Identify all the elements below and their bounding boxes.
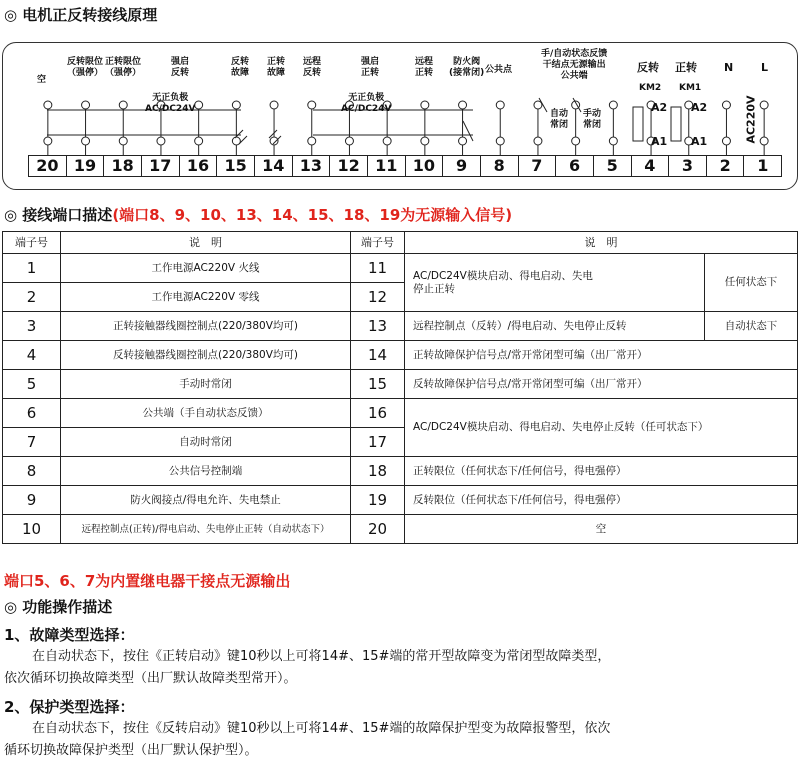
terminal-contact	[308, 137, 316, 145]
port-desc: 公共信号控制端	[61, 457, 351, 486]
label-t17-16: 强启 反转	[171, 57, 190, 78]
header-port-right: 端子号	[351, 232, 405, 254]
terminal-contact	[459, 137, 467, 145]
terminal-contact	[496, 101, 504, 109]
port-desc: 自动时常闭	[61, 428, 351, 457]
port-desc: 手动时常闭	[61, 370, 351, 399]
port-num: 8	[3, 457, 61, 486]
port-num: 19	[351, 486, 405, 515]
terminal-contact	[119, 137, 127, 145]
label-t17-16-sub: 无正负极 AC/DC24V	[145, 93, 196, 114]
ports-title	[4, 204, 512, 225]
terminal-contact	[82, 137, 90, 145]
port-num: 5	[3, 370, 61, 399]
port-num: 12	[351, 283, 405, 312]
terminal-11: 11	[368, 156, 406, 176]
label-t3: 正转	[675, 61, 697, 74]
label-t12-11-sub: 无正负极 AC/DC24V	[341, 93, 392, 114]
label-km1: KM1	[679, 83, 702, 93]
label-t12-11: 强启 正转	[361, 57, 380, 78]
terminal-contact	[609, 101, 617, 109]
port-desc: 正转接触器线圈控制点(220/380V均可)	[61, 312, 351, 341]
port-desc: 空	[405, 515, 798, 544]
terminal-contact	[421, 101, 429, 109]
terminal-contact	[119, 101, 127, 109]
ports-title-text: ◎ 接线端口描述	[4, 206, 113, 224]
port-desc: 远程控制点（反转）/得电启动、失电停止反转	[405, 312, 705, 341]
label-t5: 手动 常闭	[583, 109, 602, 130]
terminal-6: 6	[556, 156, 594, 176]
label-a1-km1: A1	[691, 135, 708, 148]
table-row	[3, 486, 798, 515]
port-desc: 正转限位（任何状态下/任何信号，得电强停）	[405, 457, 798, 486]
port-desc: 反转限位（任何状态下/任何信号，得电强停）	[405, 486, 798, 515]
table-row	[3, 312, 798, 341]
f2-line1: 在自动状态下，按住《反转启动》键10秒以上可将14#、15#端的故障保护型变为故障报警型，依次	[32, 721, 611, 736]
terminal-contact	[308, 101, 316, 109]
terminal-contact	[421, 137, 429, 145]
terminal-18: 18	[104, 156, 142, 176]
terminal-contact	[760, 137, 768, 145]
terminal-15: 15	[217, 156, 255, 176]
terminal-contact	[195, 137, 203, 145]
port-desc: 远程控制点(正转)/得电启动、失电停止正转（自动状态下）	[61, 515, 351, 544]
label-a2-km1: A2	[691, 101, 708, 114]
port-desc: 工作电源AC220V 零线	[61, 283, 351, 312]
terminal-12: 12	[330, 156, 368, 176]
terminal-contact	[44, 101, 52, 109]
relay-note: 端口5、6、7为内置继电器干接点无源输出	[4, 572, 291, 590]
terminal-2: 2	[707, 156, 745, 176]
port-num: 16	[351, 399, 405, 428]
label-t7-6-5: 手/自动状态反馈 干结点无源输出 公共端	[541, 49, 608, 81]
terminal-contact	[760, 101, 768, 109]
terminal-contact	[270, 101, 278, 109]
terminal-contact	[459, 101, 467, 109]
terminal-contact	[722, 101, 730, 109]
table-row	[3, 515, 798, 544]
label-t9: 防火阀 (接常闭)	[449, 57, 485, 78]
terminal-strip	[28, 155, 782, 177]
terminal-contact	[195, 101, 203, 109]
label-t15: 反转 故障	[231, 57, 250, 78]
label-t10: 远程 正转	[415, 57, 434, 78]
port-num: 9	[3, 486, 61, 515]
terminal-19: 19	[67, 156, 105, 176]
table-row	[3, 254, 798, 283]
port-num: 7	[3, 428, 61, 457]
table-row	[3, 370, 798, 399]
terminal-1: 1	[757, 156, 769, 175]
port-desc: 防火阀接点/得电允许、失电禁止	[61, 486, 351, 515]
ports-table	[2, 231, 798, 544]
header-port-left: 端子号	[3, 232, 61, 254]
port-num: 18	[351, 457, 405, 486]
label-t18: 正转限位 （强停）	[105, 57, 142, 78]
port-desc: 正转故障保护信号点/常开常闭型可编（出厂常开）	[405, 341, 798, 370]
terminal-contact	[572, 137, 580, 145]
label-t19: 反转限位 （强停）	[67, 57, 104, 78]
terminal-20: 20	[29, 156, 67, 176]
port-desc: 反转接触器线圈控制点(220/380V均可)	[61, 341, 351, 370]
function-title: ◎ 功能操作描述	[4, 598, 113, 616]
table-row	[3, 399, 798, 428]
port-num: 13	[351, 312, 405, 341]
f1-line1: 在自动状态下，按住《正转启动》键10秒以上可将14#、15#端的常开型故障变为常闭型故障类型，	[32, 649, 611, 664]
port-num: 6	[3, 399, 61, 428]
label-km2: KM2	[639, 83, 662, 93]
header-desc-right: 说 明	[405, 232, 798, 254]
label-t20: 空	[37, 75, 47, 85]
port-num: 4	[3, 341, 61, 370]
table-row	[3, 341, 798, 370]
port-num: 14	[351, 341, 405, 370]
terminal-contact	[270, 137, 278, 145]
label-t4: 反转	[637, 61, 659, 74]
label-n: N	[724, 61, 734, 74]
terminal-16: 16	[180, 156, 218, 176]
port-num: 15	[351, 370, 405, 399]
terminal-7: 7	[519, 156, 557, 176]
port-num: 17	[351, 428, 405, 457]
label-t14: 正转 故障	[267, 57, 286, 78]
terminal-contact	[609, 137, 617, 145]
terminal-contact	[722, 137, 730, 145]
terminal-10: 10	[406, 156, 444, 176]
port-desc: 工作电源AC220V 火线	[61, 254, 351, 283]
label-t6: 自动 常闭	[550, 109, 569, 130]
f1-title: 1、故障类型选择：	[4, 626, 135, 644]
terminal-contact	[232, 101, 240, 109]
port-num: 11	[351, 254, 405, 283]
terminal-contact	[44, 137, 52, 145]
f2-title: 2、保护类型选择：	[4, 698, 135, 716]
terminal-contact	[496, 137, 504, 145]
terminal-contact	[534, 137, 542, 145]
label-a1-km2: A1	[651, 135, 668, 148]
header-desc-left: 说 明	[61, 232, 351, 254]
terminal-9: 9	[443, 156, 481, 176]
f1-line2: 依次循环切换故障类型（出厂默认故障类型常开）。	[4, 671, 297, 686]
terminal-4: 4	[632, 156, 670, 176]
port-state: 任何状态下	[705, 254, 798, 312]
terminal-contact	[383, 137, 391, 145]
terminal-contact	[534, 101, 542, 109]
ports-title-note: (端口8、9、10、13、14、15、18、19为无源输入信号)	[112, 206, 513, 224]
terminal-13: 13	[293, 156, 331, 176]
label-t13: 远程 反转	[303, 57, 322, 78]
terminal-5: 5	[594, 156, 632, 176]
label-t8: 公共点	[485, 65, 513, 75]
f2-line2: 循环切换故障保护类型（出厂默认保护型）。	[4, 743, 258, 758]
table-row	[3, 457, 798, 486]
diagram-title: ◎ 电机正反转接线原理	[4, 6, 158, 24]
port-num: 1	[3, 254, 61, 283]
terminal-contact	[157, 137, 165, 145]
terminal-8: 8	[481, 156, 519, 176]
port-desc: 公共端（手自动状态反馈）	[61, 399, 351, 428]
label-a2-km2: A2	[651, 101, 668, 114]
port-num: 10	[3, 515, 61, 544]
port-num: 3	[3, 312, 61, 341]
port-desc: AC/DC24V模块启动、得电启动、失电停止反转（任可状态下）	[405, 399, 798, 457]
port-num: 20	[351, 515, 405, 544]
port-desc: 反转故障保护信号点/常开常闭型可编（出厂常开）	[405, 370, 798, 399]
label-ac220v: AC220V	[744, 95, 758, 144]
port-state: 自动状态下	[705, 312, 798, 341]
terminal-14: 14	[255, 156, 293, 176]
terminal-3: 3	[669, 156, 707, 176]
terminal-contact	[345, 137, 353, 145]
terminal-17: 17	[142, 156, 180, 176]
terminal-contact	[82, 101, 90, 109]
port-desc: AC/DC24V模块启动、得电启动、失电 停止正转	[405, 254, 705, 312]
label-l: L	[761, 61, 769, 74]
port-num: 2	[3, 283, 61, 312]
